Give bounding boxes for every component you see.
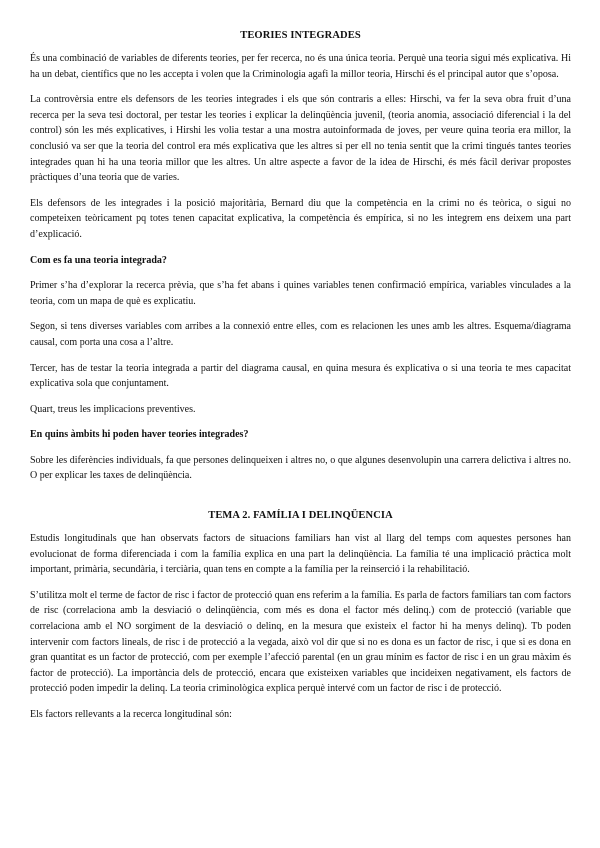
- paragraph-controversy: La controvèrsia entre els defensors de les teories integrades i els que són contraris a elles: Hirschi, va fer la seva obra fruit d’una recerca per la seva tesi doctoral, per testar les teories i explicar la delinqüència juvenil, (teoria anomia, associació diferencial i la del control) són les més explicatives, i Hirshi les volia testar a una mostra autoinformada de joves, per veure quina teoria era millor, la conclusió va ser que la teoria del control era més explicativa que les altres si per ell no tenia sentit que la crimi tingués tantes teories integrades quan hi ha una teoria millor que les altres. Un altre aspecte a favor de la idea de Hirschi, és més fàcil derivar propostes pràctiques d’una teoria que de varies.: [30, 94, 571, 184]
- subheading-areas: En quins àmbits hi poden haver teories integrades?: [30, 429, 249, 441]
- paragraph-step-third: Tercer, has de testar la teoria integrada a partir del diagrama causal, en quina mesura és explicativa o si una teoria te mes capacitat explicativa sola que conjuntament.: [30, 362, 571, 390]
- paragraph-longitudinal-studies: Estudis longitudinals que han observats factors de situacions familiars han vist al llarg del temps com aquestes persones han evolucionat de forma diferenciada i com la família explica en una part la delinqüència. La família té una implicació pràctica molt important, primària, secundària, i terciària, quan tens en compte a la família per la reinserció i la rehabilitació.: [30, 533, 571, 576]
- paragraph-areas: Sobre les diferències individuals, fa que persones delinqueixen i altres no, o que algunes desenvolupin una carrera delictiva i altres no. O per explicar les taxes de delinqüència.: [30, 454, 571, 482]
- paragraph-risk-protection-factors: S’utilitza molt el terme de factor de risc i factor de protecció quan ens referim a la família. Es parla de factors familiars tan com factors de risc (correlaciona amb la desviació o delinqüència, com més es dona el factor més delinq.) com de protecció (variable que correlaciona amb el NO sorgiment de la desviació o delinq, en la mesura que existeix el factor hi ha menys delinq). Tb poden intervenir com factors lineals, de risc i de protecció a la vegada, això vol dir que si no es dona es un factor de risc, i que si es dona en gran quantitat es un factor de protecció, com per exemple l’afecció parental (en un grau mínim es factor de risc i en un grau màxim és factor de protecció). La importància dels de protecció, encara que existeixen variables que incideixen negativament, els factors de protecció poden impedir la delinq. La teoria criminològica explica perquè intervé com un factor de risc i de protecció.: [30, 589, 571, 695]
- paragraph-step-second: Segon, si tens diverses variables com arribes a la connexió entre elles, com es relacionen les unes amb les altres. Esquema/diagrama causal, com porta una cosa a l’altre.: [30, 321, 571, 348]
- paragraph-relevant-factors: Els factors rellevants a la recerca longitudinal són:: [30, 709, 232, 720]
- subheading-how-integrated-theory: Com es fa una teoria integrada?: [30, 254, 167, 266]
- paragraph-definition: És una combinació de variables de diferents teories, per fer recerca, no és una única teoria. Perquè una teoria sigui més explicativa. Hi ha un debat, científics que no les accepta i volen que la Criminologia agafi la millor teoria, Hirschi és el principal autor que s’oposa.: [30, 53, 571, 80]
- paragraph-step-first: Primer s’ha d’explorar la recerca prèvia, que s’ha fet abans i quines variables tenen confirmació empírica, variables vinculades a la teoria, com un mapa de què es explicatiu.: [30, 280, 571, 307]
- paragraph-defenders: Els defensors de les integrades i la posició majoritària, Bernard diu que la competència en la crimi no és teòrica, o sigui no competeixen teòricament pq totes tenen capacitat explicativa, la competència és empírica, si no les integrem ens deixem una part d’explicació.: [30, 197, 571, 240]
- section-title-familia-delinquencia: TEMA 2. FAMÍLIA I DELINQÜENCIA: [208, 510, 393, 522]
- section-title-teories-integrades: TEORIES INTEGRADES: [240, 30, 361, 41]
- paragraph-step-fourth: Quart, treus les implicacions preventives.: [30, 403, 196, 415]
